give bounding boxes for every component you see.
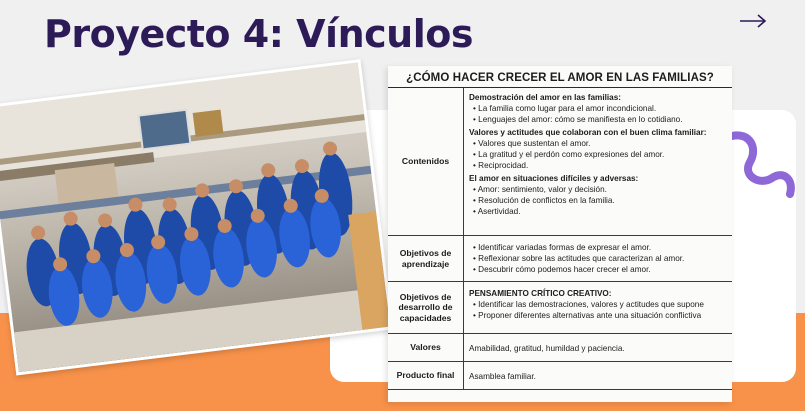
list-item: • Asertividad.: [469, 206, 732, 217]
list-item: • Descubrir cómo podemos hacer crecer el amor.: [469, 264, 732, 275]
list-item: • La familia como lugar para el amor incondicional.: [469, 103, 732, 114]
group-photo: [0, 59, 394, 375]
table-row-objetivos-desarrollo: [388, 282, 732, 334]
photo-scene: [0, 63, 390, 373]
section-heading: Demostración del amor en las familias:: [469, 93, 621, 102]
table-row-valores: [388, 334, 732, 362]
list-item: • La gratitud y el perdón como expresiones del amor.: [469, 149, 732, 160]
table-row-objetivos-aprendizaje: [388, 236, 732, 282]
row-content: [464, 88, 732, 235]
list-item: • Valores que sustentan el amor.: [469, 138, 732, 149]
section-heading: Valores y actitudes que colaboran con el buen clima familiar:: [469, 128, 707, 137]
row-content: [464, 282, 732, 333]
section-heading: El amor en situaciones difíciles y adversas:: [469, 174, 639, 183]
row-label: Producto final: [388, 362, 464, 389]
row-label: Objetivos de aprendizaje: [388, 236, 464, 281]
list-item: • Proponer diferentes alternativas ante una situación conflictiva: [469, 310, 732, 321]
next-slide-button[interactable]: [737, 10, 769, 32]
list-item: • Lenguajes del amor: cómo se manifiesta en lo cotidiano.: [469, 114, 732, 125]
document-table: [388, 66, 732, 402]
page-title: Proyecto 4: Vínculos: [44, 12, 473, 56]
list-item: • Reciprocidad.: [469, 160, 732, 171]
section-heading: PENSAMIENTO CRÍTICO CREATIVO:: [469, 289, 612, 298]
table-row-contenidos: [388, 88, 732, 236]
row-label: Objetivos de desarrollo de capacidades: [388, 282, 464, 333]
row-label: Valores: [388, 334, 464, 361]
list-item: • Identificar variadas formas de expresar el amor.: [469, 242, 732, 253]
document-header: ¿CÓMO HACER CRECER EL AMOR EN LAS FAMILIAS?: [388, 66, 732, 88]
squiggle-decoration: [728, 128, 800, 208]
table-row-producto-final: [388, 362, 732, 390]
group-photo-image: [0, 63, 390, 373]
list-item: • Identificar las demostraciones, valores y actitudes que supone: [469, 299, 732, 310]
list-item: • Amor: sentimiento, valor y decisión.: [469, 184, 732, 195]
row-label: Contenidos: [388, 88, 464, 235]
arrow-right-icon: [737, 10, 769, 32]
list-item: • Reflexionar sobre las actitudes que caracterizan al amor.: [469, 253, 732, 264]
row-content: [464, 236, 732, 281]
row-content: Asamblea familiar.: [469, 372, 536, 381]
row-content: Amabilidad, gratitud, humildad y paciencia.: [469, 344, 625, 353]
list-item: • Resolución de conflictos en la familia.: [469, 195, 732, 206]
